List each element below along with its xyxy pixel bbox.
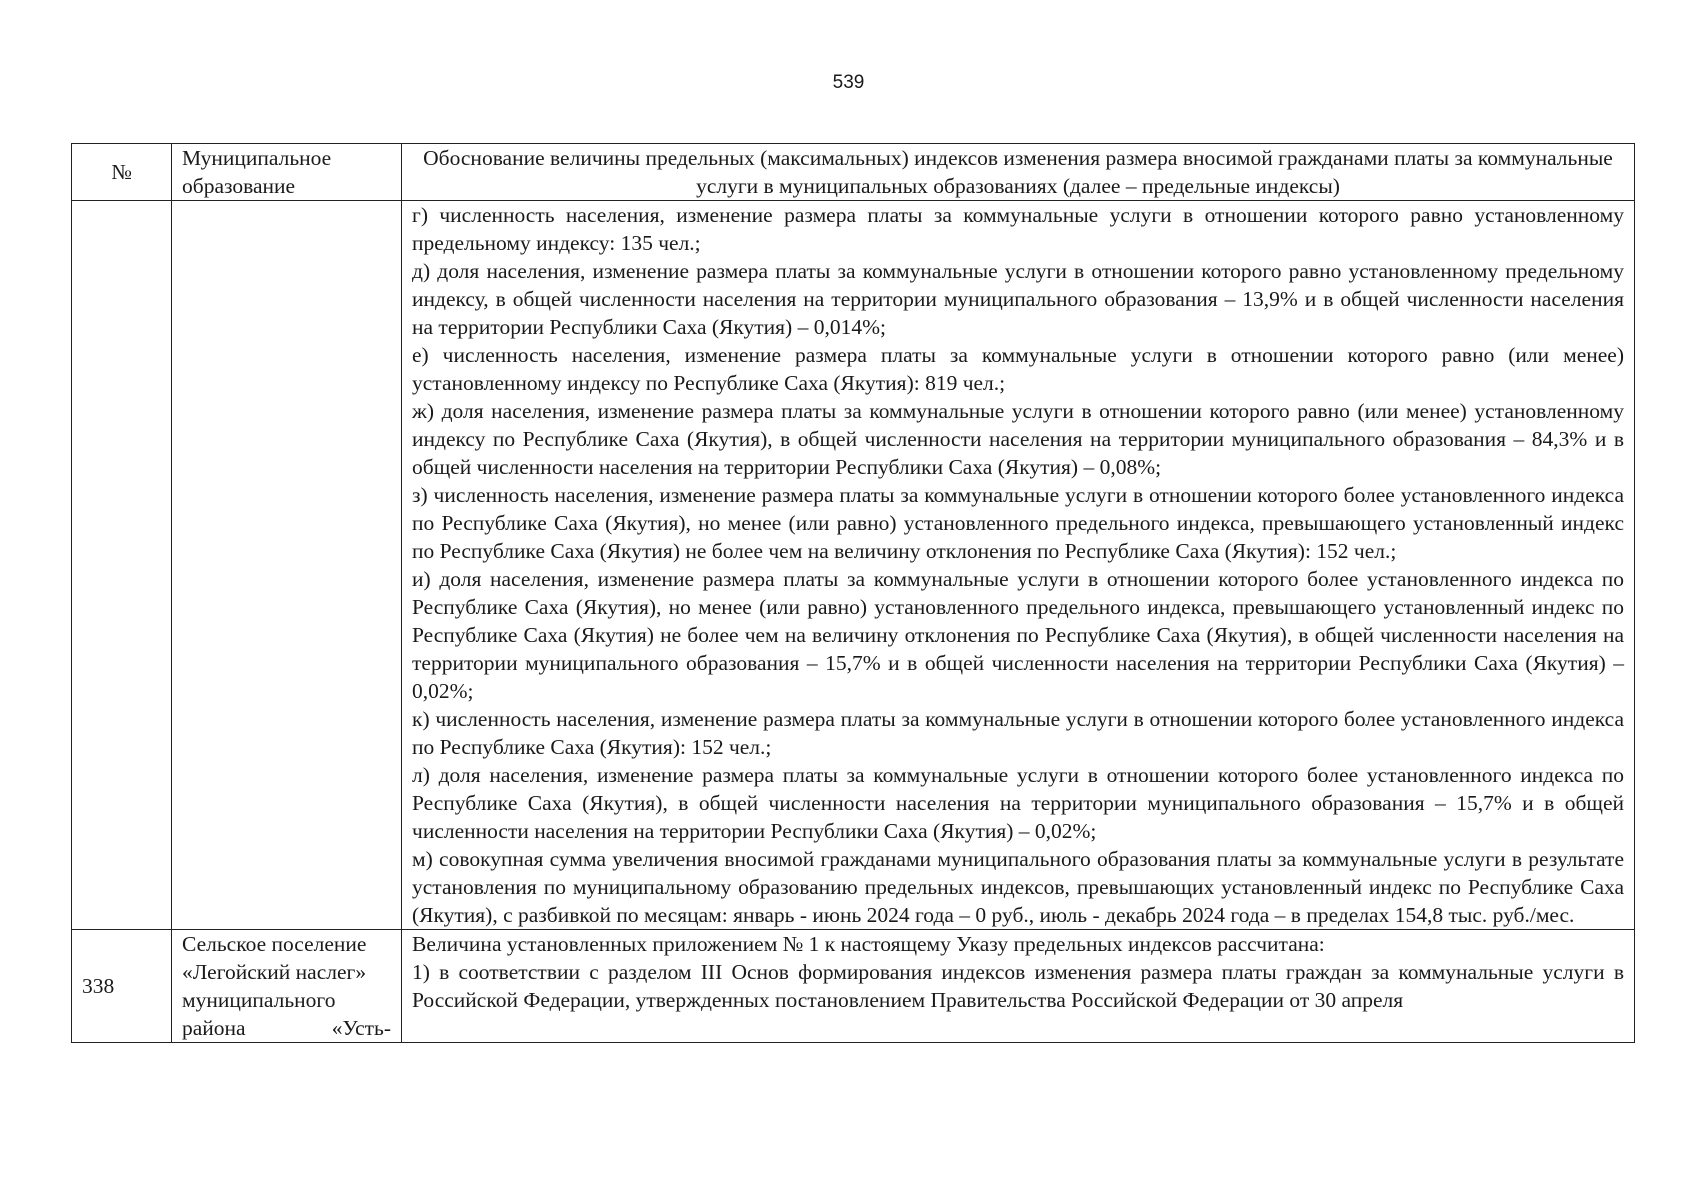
paragraph-zh: ж) доля населения, изменение размера платы за коммунальные услуги в отношении которого равно (или менее) установленному индексу по Республике Саха (Якутия), в общей численности населения на территории муниципального образования – 84,3% и в общей численности населения на территории Республики Саха (Якутия) – 0,08%; — [412, 399, 1624, 479]
municipality-line: района «Усть- — [182, 1016, 391, 1040]
paragraph-k: к) численность населения, изменение размера платы за коммунальные услуги в отношении которого более установленного индекса по Республике Саха (Якутия): 152 чел.; — [412, 707, 1624, 759]
municipality-line: Сельское поселение — [182, 932, 367, 956]
row-number: 338 — [72, 930, 172, 1043]
cell-justification-338 — [402, 930, 1635, 1043]
paragraph-intro: Величина установленных приложением № 1 к настоящему Указу предельных индексов рассчитана: — [412, 932, 1325, 956]
paragraph-1: 1) в соответствии с разделом III Основ формирования индексов изменения размера платы граждан за коммунальные услуги в Российской Федерации, утвержденных постановлением Правительства Российской Федерации от 30 апреля — [412, 960, 1624, 1012]
paragraph-g: г) численность населения, изменение размера платы за коммунальные услуги в отношении которого равно установленному предельному индексу: 135 чел.; — [412, 203, 1624, 255]
page-number: 539 — [832, 72, 865, 93]
municipality-line: «Легойский наслег» — [182, 960, 367, 984]
paragraph-l: л) доля населения, изменение размера платы за коммунальные услуги в отношении которого более установленного индекса по Республике Саха (Якутия), в общей численности населения на территории муниципального образования – 15,7% и в общей численности населения на территории Республики Саха (Якутия) – 0,02%; — [412, 763, 1624, 843]
paragraph-e: е) численность населения, изменение размера платы за коммунальные услуги в отношении которого равно (или менее) установленному индексу по Республике Саха (Якутия): 819 чел.; — [412, 343, 1624, 395]
paragraph-z: з) численность населения, изменение размера платы за коммунальные услуги в отношении которого более установленного индекса по Республике Саха (Якутия), но менее (или равно) установленного предельного индекса, превышающего установленный индекс по Республике Саха (Якутия) не более чем на величину отклонения по Республике Саха (Якутия): 152 чел.; — [412, 483, 1624, 563]
header-number: № — [72, 144, 172, 201]
table-row-continued — [72, 201, 1635, 930]
paragraph-m: м) совокупная сумма увеличения вносимой гражданами муниципального образования платы за коммунальные услуги в результате установления по муниципальному образованию предельных индексов, превышающих установленный индекс по Республике Саха (Якутия), с разбивкой по месяцам: январь - июнь 2024 года – 0 руб., июль - декабрь 2024 года – в пределах 154,8 тыс. руб./мес. — [412, 847, 1624, 927]
paragraph-d: д) доля населения, изменение размера платы за коммунальные услуги в отношении которого равно установленному предельному индексу, в общей численности населения на территории муниципального образования – 13,9% и в общей численности населения на территории Республики Саха (Якутия) – 0,014%; — [412, 259, 1624, 339]
cell-municipality-empty — [172, 201, 402, 930]
table-row-338 — [72, 930, 1635, 1043]
cell-justification — [402, 201, 1635, 930]
municipality-line: муниципального — [182, 988, 336, 1012]
table-header-row — [72, 144, 1635, 201]
paragraph-i: и) доля населения, изменение размера платы за коммунальные услуги в отношении которого более установленного индекса по Республике Саха (Якутия), но менее (или равно) установленного предельного индекса, превышающего установленный индекс по Республике Саха (Якутия) не более чем на величину отклонения по Республике Саха (Якутия), в общей численности населения на территории муниципального образования – 15,7% и в общей численности населения на территории Республики Саха (Якутия) – 0,02%; — [412, 567, 1624, 703]
municipality-name — [172, 930, 402, 1043]
tariff-index-table — [71, 143, 1635, 1043]
header-municipality: Муниципальное образование — [172, 144, 402, 201]
cell-number-empty — [72, 201, 172, 930]
header-justification: Обоснование величины предельных (максимальных) индексов изменения размера вносимой гражданами платы за коммунальные услуги в муниципальных образованиях (далее – предельные индексы) — [402, 144, 1635, 201]
